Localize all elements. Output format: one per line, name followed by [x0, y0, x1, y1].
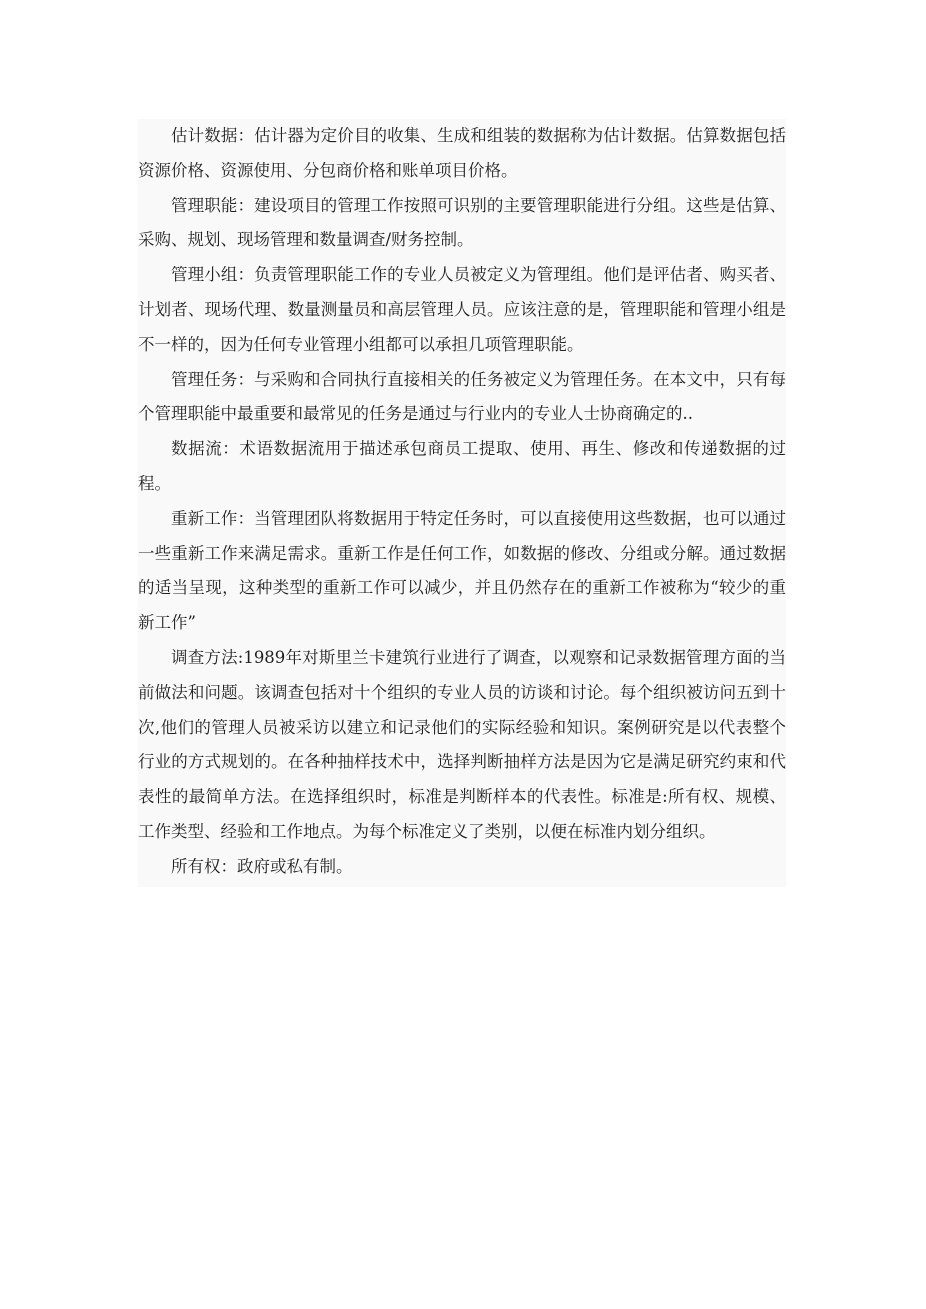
text-block: [138, 119, 786, 887]
paragraph-management-function: 管理职能：建设项目的管理工作按照可识别的主要管理职能进行分组。这些是估算、采购、规划、现场管理和数量调查/财务控制。: [138, 195, 786, 250]
paragraph-data-flow: 数据流：术语数据流用于描述承包商员工提取、使用、再生、修改和传递数据的过程。: [138, 439, 786, 493]
paragraph-rework: 重新工作：当管理团队将数据用于特定任务时，可以直接使用这些数据，也可以通过一些重新工作来满足需求。重新工作是任何工作，如数据的修改、分组或分解。通过数据的适当呈现，这种类型的重新工作可以减少，并且仍然存在的重新工作被称为“较少的重新工作”: [138, 508, 786, 633]
paragraph-management-task: 管理任务：与采购和合同执行直接相关的任务被定义为管理任务。在本文中，只有每个管理职能中最重要和最常见的任务是通过与行业内的专业人士协商确定的..: [138, 369, 786, 424]
paragraph-management-group: 管理小组：负责管理职能工作的专业人员被定义为管理组。他们是评估者、购买者、计划者、现场代理、数量测量员和高层管理人员。应该注意的是，管理职能和管理小组是不一样的，因为任何专业管理小组都可以承担几项管理职能。: [138, 265, 786, 354]
paragraph-ownership: 所有权：政府或私有制。: [171, 856, 353, 876]
paragraph-estimate-data: 估计数据：估计器为定价目的收集、生成和组装的数据称为估计数据。估算数据包括资源价格、资源使用、分包商价格和账单项目价格。: [138, 126, 786, 180]
paragraph-survey-method: 调查方法:1989年对斯里兰卡建筑行业进行了调查，以观察和记录数据管理方面的当前做法和问题。该调查包括对十个组织的专业人员的访谈和讨论。每个组织被访问五到十次,他们的管理人员被采访以建立和记录他们的实际经验和知识。案例研究是以代表整个行业的方式规划的。在各种抽样技术中，选择判断抽样方法是因为它是满足研究约束和代表性的最简单方法。在选择组织时，标准是判断样本的代表性。标准是:所有权、规模、工作类型、经验和工作地点。为每个标准定义了类别，以便在标准内划分组织。: [138, 647, 786, 841]
